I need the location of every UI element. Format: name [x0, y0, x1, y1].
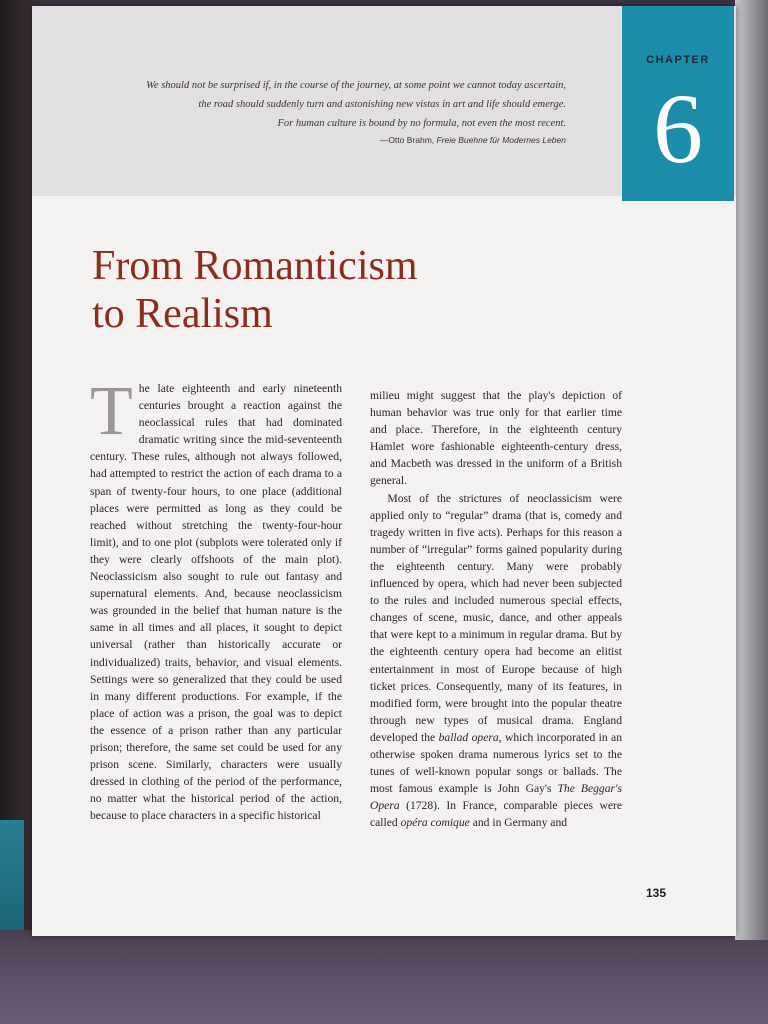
paragraph: milieu might suggest that the play's depiction of human behavior was true only for that earlier time and place. Therefore, in the eighteenth century Hamlet wore fashionable eighteenth-century dress, and Macbeth was dressed in the uniform of a British general. [370, 389, 622, 488]
page-number: 135 [646, 886, 667, 900]
epigraph-attribution [46, 133, 566, 147]
paragraph [370, 490, 622, 832]
italic-term: opéra comique [400, 816, 470, 830]
epigraph-line: We should not be surprised if, in the course of the journey, at some point we cannot today ascertain, [146, 80, 566, 91]
epigraph-line: For human culture is bound by no formula, not even the most recent. [277, 118, 566, 129]
chapter-label: CHAPTER [646, 54, 710, 66]
background-book-spine [0, 820, 24, 930]
text-column-right [370, 387, 622, 831]
book-page [32, 6, 736, 936]
italic-title: The Beggar's Opera [370, 782, 622, 813]
background-surface [0, 930, 768, 1024]
drop-cap: T [90, 373, 133, 450]
chapter-number: 6 [653, 73, 703, 184]
chapter-title [92, 242, 418, 338]
paragraph-text: and in Germany and [469, 816, 568, 830]
epigraph [46, 76, 566, 147]
paragraph-text: he late eighteenth and early nineteenth centuries brought a reaction against the neoclassical rules that had dominated dramatic writing since the mid-seventeenth century. These rules, although not always followed, had attempted to restrict the action of each drama to a span of twenty-four hours, to one place (additional places were permitted as long as they could be reached without stretching the twenty-four-hour limit), and to one plot (subplots were tolerated only if they were clearly offshoots of the main plot). Neoclassicism also sought to rule out fantasy and supernatural elements. And, because neoclassicism was grounded in the belief that human nature is the same in all times and all places, it sought to depict universal (rather than historically accurate or individualized) traits, behavior, and visual elements. Settings were so generalized that they could be used in many different productions. For example, if the place of action was a prison, the goal was to depict the essence of a prison rather than any particular prison; therefore, the same set could be used for any prison scene. Similarly, characters were usually dressed in clothing of the period of the performance, no matter what the historical period of the action, because to place characters in a specific historical [90, 382, 342, 823]
text-column-left [90, 373, 342, 824]
attribution-author: —Otto Brahm, [379, 135, 435, 145]
chapter-title-line: From Romanticism [92, 243, 418, 289]
chapter-box [622, 6, 734, 201]
paragraph-text: Most of the strictures of neoclassicism were applied only to “regular” drama (that is, comedy and tragedy written in five acts). Perhaps for this reason a number of “irregular” forms gained popularity during the eighteenth century. Many were probably influenced by opera, which had never been subjected to the rules and included numerous special effects, changes of scene, music, dance, and other appeals that were kept to a minimum in regular drama. But by the eighteenth century opera had become an elitist entertainment in most of Europe because of high ticket prices. Consequently, many of its features, in modified form, were brought into the popular theatre through new types of musical drama. England developed the [370, 491, 622, 744]
epigraph-line: the road should suddenly turn and astonishing new vistas in art and life should emerge. [198, 99, 566, 110]
attribution-source: Freie Buehne für Modernes Leben [436, 135, 566, 145]
italic-term: ballad opera, [438, 730, 502, 744]
paragraph [90, 373, 342, 824]
paragraph-text: (1728). In France, comparable pieces were called [370, 799, 622, 830]
paragraph-text: which incorporated in an otherwise spoken drama numerous lyrics set to the tunes of well-known popular songs or ballads. The most famous example is John Gay's [370, 730, 622, 796]
chapter-title-line: to Realism [92, 291, 273, 337]
page-stack-edge [735, 0, 768, 940]
